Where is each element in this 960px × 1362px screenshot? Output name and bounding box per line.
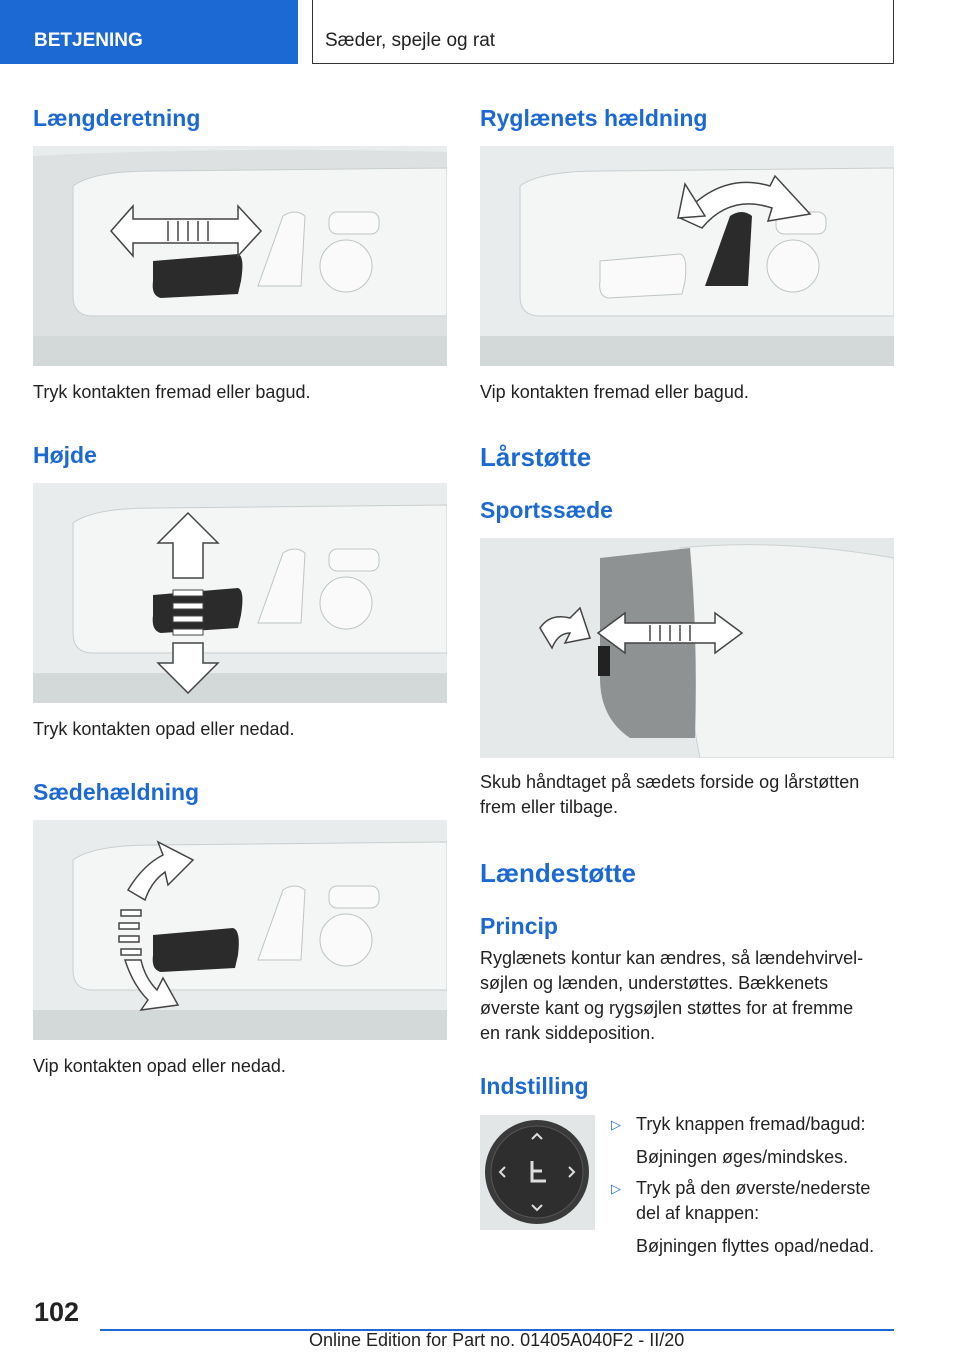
principle-line: Ryglænets kontur kan ændres, så lændehvirvel- xyxy=(480,948,864,968)
caption-sport-line2: frem eller tilbage. xyxy=(480,797,619,817)
chapter-header xyxy=(312,0,894,64)
heading-backrest: Ryglænets hældning xyxy=(480,105,708,131)
caption-length: Tryk kontakten fremad eller bagud. xyxy=(33,382,311,402)
bullet-item-1-result: Bøjningen øges/mindskes. xyxy=(636,1147,849,1167)
caption-height: Tryk kontakten opad eller nedad. xyxy=(33,719,295,739)
figure-lumbar-knob xyxy=(480,1115,595,1230)
heading-principle: Princip xyxy=(480,913,558,939)
caption-tilt: Vip kontakten opad eller nedad. xyxy=(33,1056,286,1076)
bullet-triangle-icon: ▷ xyxy=(611,1181,621,1196)
bullet-triangle-icon: ▷ xyxy=(611,1117,621,1132)
bullet-item-2-result: Bøjningen flyttes opad/nedad. xyxy=(636,1236,875,1256)
caption-sport-line1: Skub håndtaget på sædets forside og lårstøtten xyxy=(480,772,860,792)
page-number: 102 xyxy=(34,1297,80,1327)
bullet-item-2 xyxy=(636,1176,870,1226)
principle-line: søjlen og lænden, understøttes. Bækkenets xyxy=(480,973,829,993)
section-tab xyxy=(0,0,298,64)
heading-sport-seat: Sportssæde xyxy=(480,497,613,523)
caption-sport-seat xyxy=(480,770,859,820)
heading-setting: Indstilling xyxy=(480,1073,589,1099)
figure-thigh-support xyxy=(480,538,894,758)
figure-seat-height xyxy=(33,483,447,703)
section-title: BETJENING xyxy=(34,30,143,51)
chapter-title: Sæder, spejle og rat xyxy=(325,30,496,51)
caption-backrest: Vip kontakten fremad eller bagud. xyxy=(480,382,749,402)
bullet-item-2-line2: del af knappen: xyxy=(636,1203,760,1223)
figure-backrest-tilt xyxy=(480,146,894,366)
heading-thigh-support: Lårstøtte xyxy=(480,442,592,472)
footer-edition: Online Edition for Part no. 01405A040F2 - II/20 xyxy=(309,1330,685,1350)
heading-lumbar: Lændestøtte xyxy=(480,858,636,888)
principle-text xyxy=(480,946,863,1046)
principle-line: øverste kant og rygsøjlen støttes for at fremme xyxy=(480,998,854,1018)
heading-tilt: Sædehældning xyxy=(33,779,200,805)
bullet-item-2-line1: Tryk på den øverste/nederste xyxy=(636,1178,871,1198)
figure-seat-tilt xyxy=(33,820,447,1040)
heading-length: Længderetning xyxy=(33,105,201,131)
figure-seat-length xyxy=(33,146,447,366)
bullet-item-1: Tryk knappen fremad/bagud: xyxy=(636,1114,866,1134)
heading-height: Højde xyxy=(33,442,97,468)
principle-line: en rank siddeposition. xyxy=(480,1023,656,1043)
